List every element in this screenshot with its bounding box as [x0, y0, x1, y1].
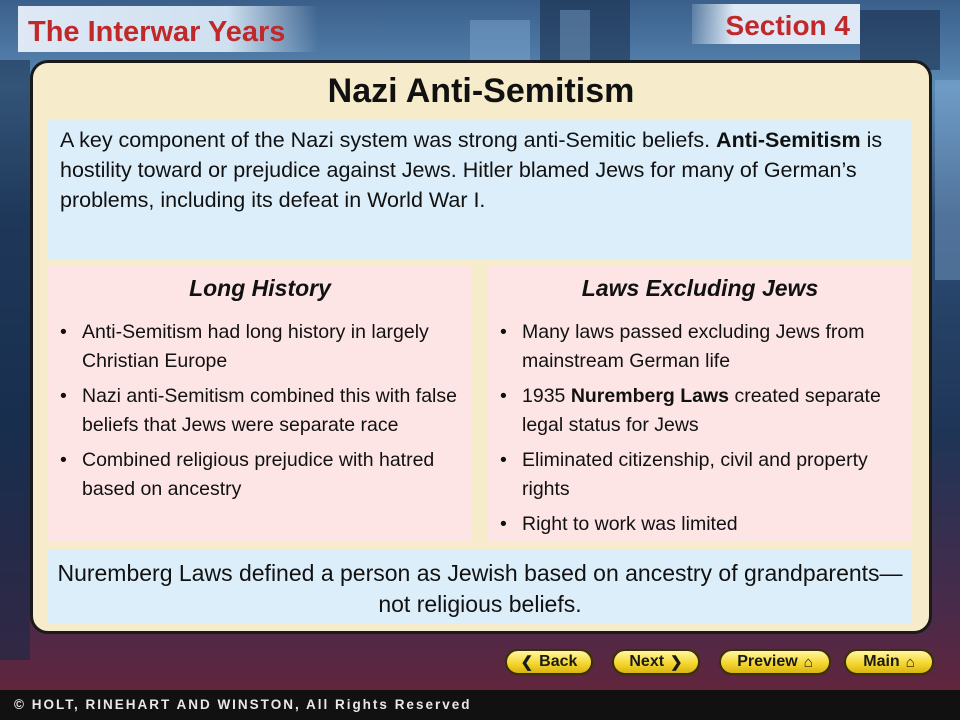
course-title-banner: [18, 6, 318, 52]
nuremberg-laws-term: Nuremberg Laws: [570, 385, 730, 407]
back-button[interactable]: [505, 649, 593, 675]
list-item: • Anti-Semitism had long history in largely Christian Europe: [48, 318, 472, 376]
list-item-pre: 1935: [522, 385, 571, 407]
copyright-bar: © HOLT, RINEHART AND WINSTON, All Rights Reserved: [0, 690, 960, 720]
section-label: Section 4: [725, 10, 850, 41]
list-item: • Right to work was limited: [488, 510, 912, 539]
intro-text-part1: A key component of the Nazi system was strong anti-Semitic beliefs.: [60, 128, 717, 152]
next-label: Next: [629, 653, 665, 670]
main-label: Main: [863, 653, 900, 670]
list-item: [488, 382, 912, 440]
long-history-heading: Long History: [189, 275, 331, 301]
back-label: Back: [539, 653, 578, 670]
house-icon: ⌂: [905, 653, 915, 671]
intro-term: Anti-Semitism: [716, 128, 861, 152]
next-button[interactable]: [612, 649, 700, 675]
arrow-left-icon: ❮: [520, 653, 534, 671]
intro-text-part2: is hostility toward or prejudice against Jews. Hitler blamed Jews for many of German’s problems, including its defeat in World War I.: [60, 128, 883, 212]
list-item: • Many laws passed excluding Jews from mainstream German life: [488, 318, 912, 376]
arrow-right-icon: ❯: [670, 653, 683, 671]
section-banner: [692, 4, 860, 44]
list-item-post: created separate legal status for Jews: [522, 385, 881, 436]
main-button[interactable]: [844, 649, 934, 675]
laws-heading: Laws Excluding Jews: [581, 275, 819, 301]
long-history-box: [48, 266, 472, 542]
long-history-list: [48, 318, 472, 510]
nuremberg-note-box: Nuremberg Laws defined a person as Jewish based on ancestry of grandparents—not religious beliefs.: [48, 549, 912, 624]
slide-title: Nazi Anti-Semitism: [327, 72, 635, 110]
list-item: • Nazi anti-Semitism combined this with false beliefs that Jews were separate race: [48, 382, 472, 440]
list-item: • Eliminated citizenship, civil and property rights: [488, 446, 912, 504]
laws-excluding-jews-box: [488, 266, 912, 542]
course-title: The Interwar Years: [28, 16, 286, 48]
preview-button[interactable]: [719, 649, 831, 675]
preview-label: Preview: [737, 653, 798, 670]
house-icon: ⌂: [803, 653, 813, 671]
laws-list: [488, 318, 912, 545]
intro-box: [48, 119, 912, 259]
list-item: • Combined religious prejudice with hatred based on ancestry: [48, 446, 472, 504]
navigation-bar: [0, 649, 960, 675]
